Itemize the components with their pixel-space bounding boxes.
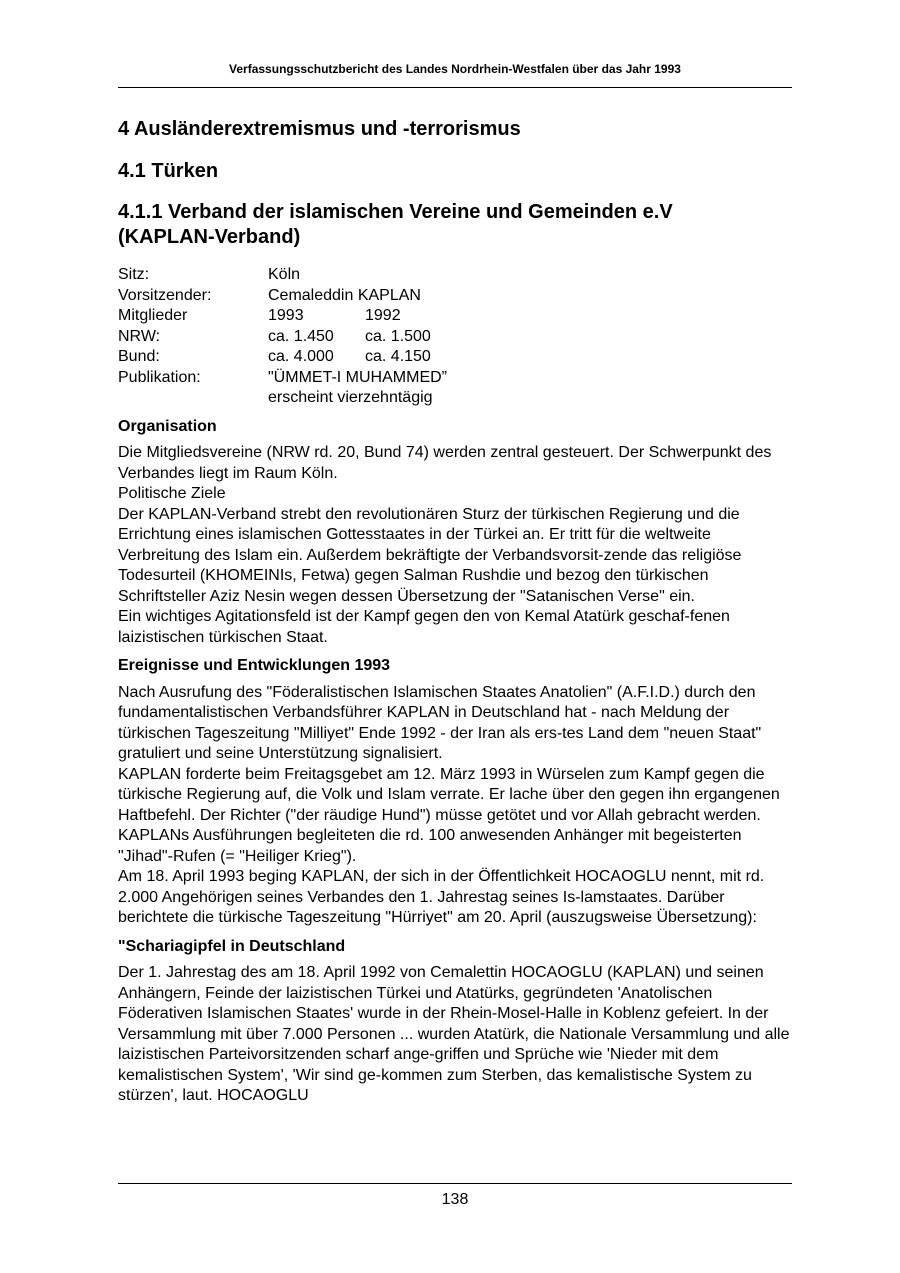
- fact-row-publikation: [118, 368, 792, 389]
- subsection-heading-line1: 4.1.1 Verband der islamischen Vereine und Gemeinden e.V: [118, 201, 673, 223]
- fact-value: "ÜMMET-I MUHAMMED”: [268, 368, 447, 386]
- fact-label: Publikation:: [118, 368, 201, 386]
- paragraph: Am 18. April 1993 beging KAPLAN, der sich in der Öffentlichkeit HOCAOGLU nennt, mit rd. 2.000 Angehörigen seines Verbandes den 1. Jahrestag seines Is-lamstaates. Darüber berichtete die türkische Tageszeitung "Hürriyet" am 20. April (auszugsweise Übersetzung):: [118, 868, 765, 926]
- fact-value-1993: ca. 4.000: [268, 348, 334, 365]
- fact-label: Sitz:: [118, 266, 150, 283]
- paragraph: Die Mitgliedsvereine (NRW rd. 20, Bund 74) werden zentral gesteuert. Der Schwerpunkt des Verbandes liegt im Raum Köln.: [118, 444, 772, 482]
- fact-row-sitz: [118, 265, 792, 286]
- fact-label: Vorsitzender:: [118, 286, 212, 304]
- subsection-heading-line2: (KAPLAN-Verband): [118, 226, 301, 248]
- fact-value-1992: ca. 1.500: [365, 327, 431, 345]
- subsection-heading: [118, 200, 792, 250]
- page-content: [118, 116, 792, 1107]
- fact-value-1993: ca. 1.450: [268, 327, 334, 345]
- year-column-1993: 1993: [268, 307, 304, 324]
- paragraph: KAPLAN forderte beim Freitagsgebet am 12. März 1993 in Würselen zum Kampf gegen die türkische Regierung auf, die Volk und Islam verrate. Er lache über den gegen ihn ergangenen Haftbefehl. Der Richter ("der räudige Hund") müsse getötet und vor Allah gebracht werden. KAPLANs Ausführungen begleiteten die rd. 100 anwesenden Anhänger mit begeisterten "Jihad"-Rufen (= "Heiliger Krieg").: [118, 765, 780, 865]
- fact-row-vorsitzender: [118, 286, 792, 307]
- fact-value: Cemaleddin KAPLAN: [268, 286, 421, 304]
- paragraph: Ein wichtiges Agitationsfeld ist der Kampf gegen den von Kemal Atatürk geschaf-fenen laizistischen türkischen Staat.: [118, 608, 730, 646]
- fact-label-empty: [118, 388, 268, 409]
- fact-row-mitglieder: [118, 306, 792, 327]
- fact-value: erscheint vierzehntägig: [268, 389, 433, 406]
- chapter-heading: 4 Ausländerextremismus und -terrorismus: [118, 118, 521, 140]
- fact-row-nrw: [118, 327, 792, 348]
- fact-row-bund: [118, 347, 792, 368]
- running-header: Verfassungsschutzbericht des Landes Nordrhein-Westfalen über das Jahr 1993: [229, 62, 681, 76]
- section-heading: 4.1 Türken: [118, 160, 219, 182]
- footer-rule: [118, 1183, 792, 1184]
- organisation-heading: Organisation: [118, 417, 217, 435]
- header-rule: [118, 87, 792, 88]
- page-number: 138: [441, 1191, 469, 1208]
- fact-table: [118, 265, 792, 409]
- ereignisse-heading: Ereignisse und Entwicklungen 1993: [118, 657, 391, 674]
- fact-row-publikation-note: [118, 388, 792, 409]
- fact-label: NRW:: [118, 327, 161, 345]
- fact-label: Mitglieder: [118, 307, 188, 324]
- paragraph-label: Politische Ziele: [118, 485, 226, 502]
- paragraph: Der 1. Jahrestag des am 18. April 1992 von Cemalettin HOCAOGLU (KAPLAN) und seinen Anhängern, Feinde der laizistischen Türkei und Atatürks, gegründeten 'Anatolischen Föderativen Islamischen Staates' wurde in der Rhein-Mosel-Halle in Koblenz gefeiert. In der Versammlung mit über 7.000 Personen ... wurden Atatürk, die Nationale Versammlung und alle laizistischen Parteivorsitzenden scharf ange-griffen und Sprüche wie 'Nieder mit dem kemalistischen System', 'Wir sind ge-kommen zum Sterben, das kemalistische System zu stürzen', laut. HOCAOGLU: [118, 964, 790, 1104]
- fact-value: Köln: [268, 266, 301, 283]
- quote-heading: "Schariagipfel in Deutschland: [118, 937, 346, 955]
- paragraph: Nach Ausrufung des "Föderalistischen Islamischen Staates Anatolien" (A.F.I.D.) durch den fundamentalistischen Verbandsführer KAPLAN in Deutschland hat - nach Meldung der türkischen Tageszeitung "Milliyet" Ende 1992 - der Iran als ers-tes Land dem "neuen Staat" gratuliert und seine Unterstützung signalisiert.: [118, 683, 762, 762]
- fact-value-1992: ca. 4.150: [365, 348, 431, 365]
- fact-label: Bund:: [118, 348, 160, 365]
- year-column-1992: 1992: [365, 307, 401, 324]
- paragraph: Der KAPLAN-Verband strebt den revolutionären Sturz der türkischen Regierung und die Errichtung eines islamischen Gottesstaates in der Türkei an. Er tritt für die weltweite Verbreitung des Islam ein. Außerdem bekräftigte der Verbandsvorsit-zende das religiöse Todesurteil (KHOMEINIs, Fetwa) gegen Salman Rushdie und bezog den türkischen Schriftsteller Aziz Nesin wegen dessen Übersetzung der "Satanischen Verse" ein.: [118, 505, 742, 605]
